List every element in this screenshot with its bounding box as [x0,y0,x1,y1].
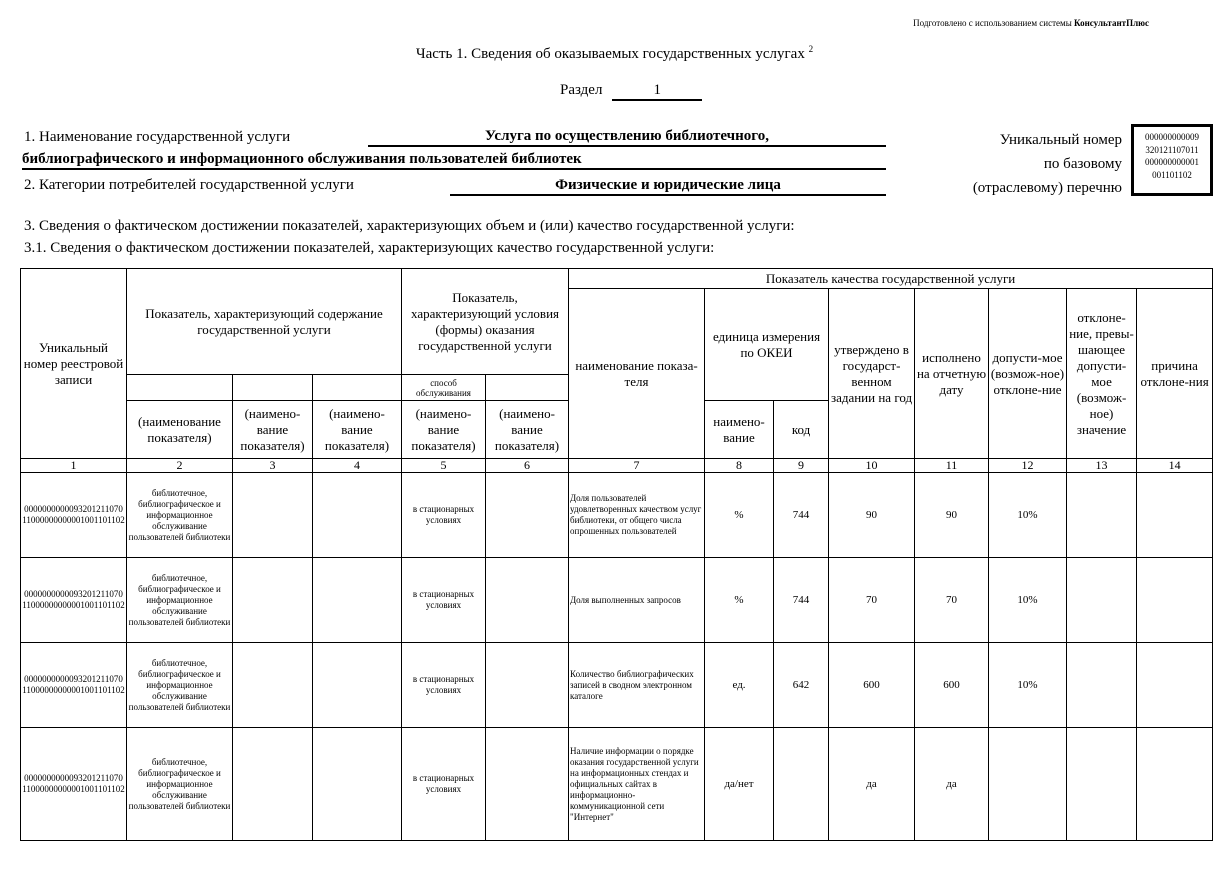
th-conditions: Показатель, характеризующий условия (формы) оказания государственной услуги [402,269,569,375]
cell-content: библиотечное, библиографическое и информационное обслуживание пользователей библиотеки [127,728,233,841]
cell-allowed [989,728,1067,841]
section-number: 1 [612,82,702,101]
consultant-note [913,18,1149,28]
col-number: 9 [774,459,829,473]
cell-empty [1137,728,1213,841]
th-ind-name: (наимено-вание показателя) [313,401,402,459]
table-row [21,728,1213,841]
unique-code-line: 000000000009 [1145,132,1199,142]
th-executed: исполнено на отчетную дату [915,289,989,459]
cell-executed: 70 [915,558,989,643]
cell-approved: 70 [829,558,915,643]
cell-unit: да/нет [705,728,774,841]
cell-empty [313,728,402,841]
th-reason: причина отклоне-ния [1137,289,1213,459]
cell-condition: в стационарных условиях [402,643,486,728]
th-indicator-name: наименование показа-теля [569,289,705,459]
col-number: 3 [233,459,313,473]
cell-content: библиотечное, библиографическое и информационное обслуживание пользователей библиотеки [127,558,233,643]
col-number: 4 [313,459,402,473]
th-method: способ обслуживания [402,375,486,401]
cell-empty [1067,728,1137,841]
cell-empty [233,558,313,643]
cell-condition: в стационарных условиях [402,728,486,841]
cell-unique: 000000000009320121107011000000000001001101102 [21,473,127,558]
cell-allowed: 10% [989,473,1067,558]
service-name-value-1: Услуга по осуществлению библиотечного, [368,128,886,147]
cell-unique: 000000000009320121107011000000000001001101102 [21,728,127,841]
th-unit-code: код [774,401,829,459]
th-allowed: допусти-мое (возмож-ное) отклоне-ние [989,289,1067,459]
col-number: 5 [402,459,486,473]
th-quality: Показатель качества государственной услуги [569,269,1213,289]
unique-label-2: по базовому [1043,156,1122,172]
cell-empty [313,558,402,643]
cell-code: 744 [774,558,829,643]
note-brand: КонсультантПлюс [1074,18,1149,28]
cell-empty [486,643,569,728]
cell-empty [486,473,569,558]
cell-empty [1137,643,1213,728]
cell-empty [486,558,569,643]
col-number: 2 [127,459,233,473]
cell-indicator: Доля пользователей удовлетворенных качеством услуг библиотеки, от общего числа опрошенных пользователей [569,473,705,558]
cell-unit: ед. [705,643,774,728]
cell-empty [233,728,313,841]
th-exceed: отклоне-ние, превы-шающее допусти-мое (возмож-ное) значение [1067,289,1137,459]
service-name-value-2: библиографического и информационного обслуживания пользователей библиотек [22,151,886,170]
unique-code-line: 320121107011 [1145,144,1199,155]
cell-empty [1067,643,1137,728]
th-blank [313,375,402,401]
th-unit-name: наимено-вание [705,401,774,459]
unique-number-box [1131,124,1213,196]
col-number: 6 [486,459,569,473]
service-name-label: 1. Наименование государственной услуги [24,129,291,145]
col-number: 1 [21,459,127,473]
cell-unit: % [705,558,774,643]
cell-allowed: 10% [989,558,1067,643]
cell-empty [313,643,402,728]
unique-label-1: Уникальный номер [999,132,1122,148]
cell-empty [1067,558,1137,643]
cell-condition: в стационарных условиях [402,473,486,558]
cell-empty [233,473,313,558]
th-content: Показатель, характеризующий содержание государственной услуги [127,269,402,375]
cell-empty [1137,558,1213,643]
table-row [21,643,1213,728]
cell-empty [486,728,569,841]
th-ind-name: (наимено-вание показателя) [486,401,569,459]
unique-code-line: 001101102 [1152,169,1192,180]
cell-approved: да [829,728,915,841]
cell-executed: 90 [915,473,989,558]
th-blank [233,375,313,401]
th-ind-name: (наимено-вание показателя) [402,401,486,459]
col-number: 12 [989,459,1067,473]
th-unit: единица измерения по ОКЕИ [705,289,829,401]
part-footnote: 2 [808,44,814,54]
cell-code: 642 [774,643,829,728]
col-number: 13 [1067,459,1137,473]
col-number: 11 [915,459,989,473]
cell-empty [1067,473,1137,558]
cell-condition: в стационарных условиях [402,558,486,643]
col-number: 7 [569,459,705,473]
cell-allowed: 10% [989,643,1067,728]
cell-approved: 90 [829,473,915,558]
table-row [21,473,1213,558]
unique-code-line: 000000000001 [1145,157,1199,167]
th-ind-name: (наимено-вание показателя) [233,401,313,459]
cell-executed: да [915,728,989,841]
section-line [560,82,702,101]
cell-empty [1137,473,1213,558]
cell-indicator: Количество библиографических записей в сводном электронном каталоге [569,643,705,728]
col-number: 8 [705,459,774,473]
part-title-text: Часть 1. Сведения об оказываемых государственных услугах [415,46,805,62]
th-unique: Уникальный номер реестровой записи [21,269,127,459]
cell-executed: 600 [915,643,989,728]
cell-empty [233,643,313,728]
note-prefix: Подготовлено с использованием системы [913,18,1072,28]
consumers-label: 2. Категории потребителей государственной услуги [24,177,354,193]
heading-3-1: 3.1. Сведения о фактическом достижении показателей, характеризующих качество государственной услуги: [24,240,715,256]
part-title [0,44,1229,63]
col-number: 10 [829,459,915,473]
cell-unit: % [705,473,774,558]
th-approved: утверждено в государст-венном задании на год [829,289,915,459]
th-blank [127,375,233,401]
consumers-value: Физические и юридические лица [450,177,886,196]
unique-label-3: (отраслевому) перечню [972,180,1122,196]
cell-empty [313,473,402,558]
cell-code [774,728,829,841]
cell-unique: 000000000009320121107011000000000001001101102 [21,558,127,643]
table-row [21,558,1213,643]
th-ind-name: (наименование показателя) [127,401,233,459]
section-label: Раздел [560,82,603,98]
col-number: 14 [1137,459,1213,473]
unique-number-label [930,128,1122,200]
cell-content: библиотечное, библиографическое и информационное обслуживание пользователей библиотеки [127,643,233,728]
quality-table [20,268,1213,841]
cell-approved: 600 [829,643,915,728]
cell-indicator: Наличие информации о порядке оказания государственной услуги на информационных стендах и официальных сайтах в информационно-коммуникационной сети "Интернет" [569,728,705,841]
cell-indicator: Доля выполненных запросов [569,558,705,643]
cell-code: 744 [774,473,829,558]
th-blank [486,375,569,401]
heading-3: 3. Сведения о фактическом достижении показателей, характеризующих объем и (или) качество государственной услуги: [24,218,795,234]
cell-unique: 000000000009320121107011000000000001001101102 [21,643,127,728]
cell-content: библиотечное, библиографическое и информационное обслуживание пользователей библиотеки [127,473,233,558]
